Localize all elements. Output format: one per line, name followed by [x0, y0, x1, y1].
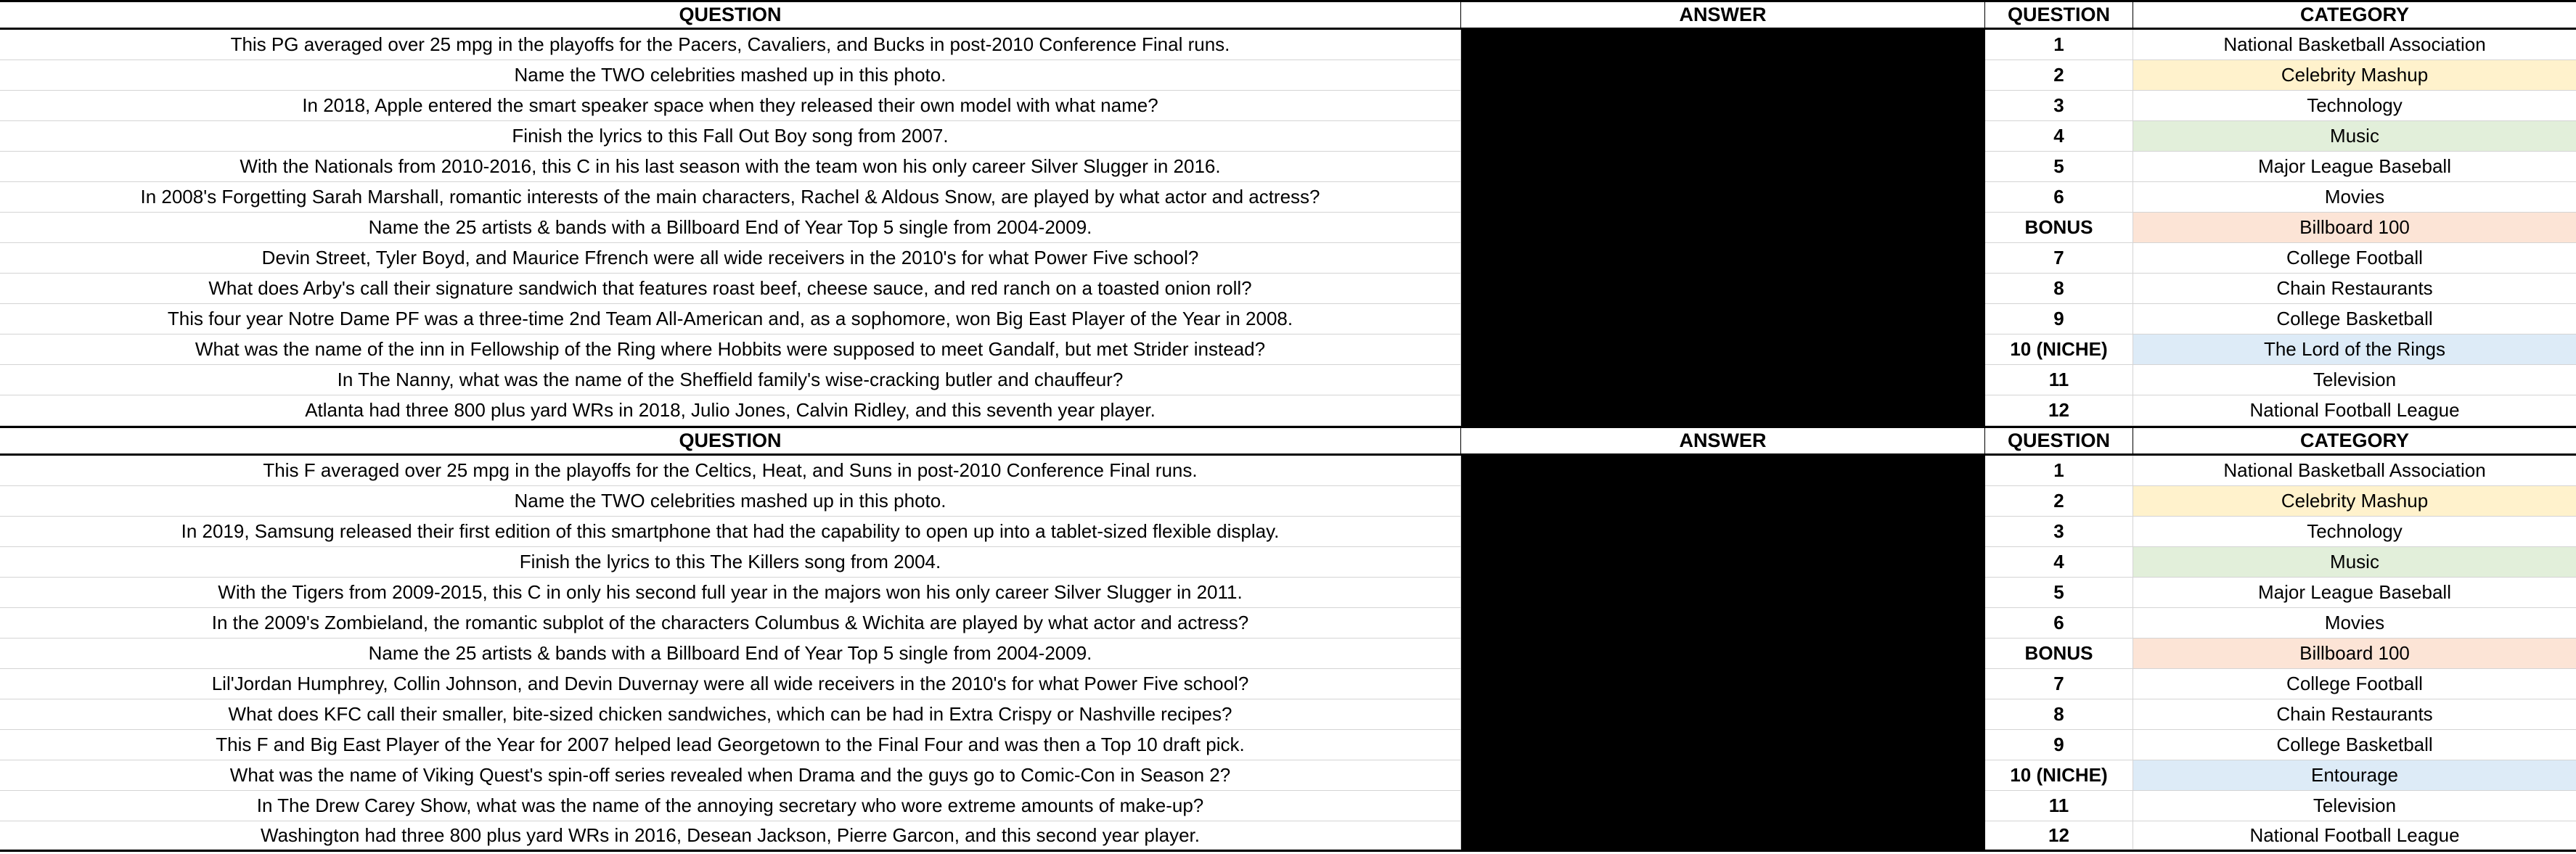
- table-row: [0, 274, 2576, 304]
- question-cell[interactable]: In the 2009's Zombieland, the romantic subplot of the characters Columbus & Wichita are played by what actor and actress?: [0, 608, 1461, 639]
- question-number-cell[interactable]: 12: [1985, 395, 2133, 426]
- category-cell[interactable]: Billboard 100: [2133, 213, 2576, 243]
- question-cell[interactable]: Name the 25 artists & bands with a Billboard End of Year Top 5 single from 2004-2009.: [0, 639, 1461, 669]
- question-cell[interactable]: This four year Notre Dame PF was a three-time 2nd Team All-American and, as a sophomore, won Big East Player of the Year in 2008.: [0, 304, 1461, 334]
- answer-cell-redacted[interactable]: [1461, 639, 1985, 669]
- question-number-cell[interactable]: BONUS: [1985, 639, 2133, 669]
- question-number-cell[interactable]: 5: [1985, 152, 2133, 182]
- question-cell[interactable]: This F averaged over 25 mpg in the playoffs for the Celtics, Heat, and Suns in post-2010 Conference Final runs.: [0, 456, 1461, 486]
- question-cell[interactable]: In The Nanny, what was the name of the Sheffield family's wise-cracking butler and chauffeur?: [0, 365, 1461, 395]
- question-number-cell[interactable]: 2: [1985, 486, 2133, 517]
- category-cell[interactable]: Television: [2133, 791, 2576, 821]
- question-number-cell[interactable]: 7: [1985, 669, 2133, 699]
- category-cell[interactable]: Chain Restaurants: [2133, 274, 2576, 304]
- category-cell[interactable]: Technology: [2133, 91, 2576, 121]
- category-cell[interactable]: National Basketball Association: [2133, 30, 2576, 60]
- question-number-cell[interactable]: 1: [1985, 456, 2133, 486]
- category-cell[interactable]: Music: [2133, 121, 2576, 152]
- question-number-cell[interactable]: 4: [1985, 547, 2133, 578]
- table-row: [0, 486, 2576, 517]
- table-row: [0, 639, 2576, 669]
- table-row: [0, 213, 2576, 243]
- question-number-cell[interactable]: BONUS: [1985, 213, 2133, 243]
- table-row: [0, 608, 2576, 639]
- category-cell[interactable]: Television: [2133, 365, 2576, 395]
- table-row: [0, 821, 2576, 852]
- question-number-cell[interactable]: 10 (NICHE): [1985, 334, 2133, 365]
- answer-cell-redacted[interactable]: [1461, 243, 1985, 274]
- question-cell[interactable]: What does KFC call their smaller, bite-sized chicken sandwiches, which can be had in Extra Crispy or Nashville recipes?: [0, 699, 1461, 730]
- answer-cell-redacted[interactable]: [1461, 274, 1985, 304]
- table-row: [0, 395, 2576, 426]
- category-cell[interactable]: Movies: [2133, 182, 2576, 213]
- table-row: [0, 365, 2576, 395]
- question-cell[interactable]: In 2019, Samsung released their first edition of this smartphone that had the capability to open up into a tablet-sized flexible display.: [0, 517, 1461, 547]
- table-row: [0, 182, 2576, 213]
- question-cell[interactable]: This PG averaged over 25 mpg in the playoffs for the Pacers, Cavaliers, and Bucks in post-2010 Conference Final runs.: [0, 30, 1461, 60]
- question-number-cell[interactable]: 9: [1985, 304, 2133, 334]
- category-cell[interactable]: The Lord of the Rings: [2133, 334, 2576, 365]
- question-number-cell[interactable]: 6: [1985, 182, 2133, 213]
- question-number-cell[interactable]: 7: [1985, 243, 2133, 274]
- answer-cell-redacted[interactable]: [1461, 365, 1985, 395]
- header-category[interactable]: CATEGORY: [2299, 4, 2409, 25]
- question-number-cell[interactable]: 9: [1985, 730, 2133, 760]
- answer-cell-redacted[interactable]: [1461, 182, 1985, 213]
- question-number-cell[interactable]: 4: [1985, 121, 2133, 152]
- category-cell[interactable]: Movies: [2133, 608, 2576, 639]
- answer-cell-redacted[interactable]: [1461, 60, 1985, 91]
- question-cell[interactable]: Lil'Jordan Humphrey, Collin Johnson, and Devin Duvernay were all wide receivers in the 2010's for what Power Five school?: [0, 669, 1461, 699]
- answer-cell-redacted[interactable]: [1461, 578, 1985, 608]
- category-cell[interactable]: Major League Baseball: [2133, 152, 2576, 182]
- question-cell[interactable]: In 2018, Apple entered the smart speaker space when they released their own model with what name?: [0, 91, 1461, 121]
- category-cell[interactable]: National Football League: [2133, 395, 2576, 426]
- answer-cell-redacted[interactable]: [1461, 821, 1985, 850]
- table-row: [0, 699, 2576, 730]
- category-cell[interactable]: Major League Baseball: [2133, 578, 2576, 608]
- answer-cell-redacted[interactable]: [1461, 304, 1985, 334]
- table-row: [0, 578, 2576, 608]
- answer-cell-redacted[interactable]: [1461, 213, 1985, 243]
- question-cell[interactable]: Name the TWO celebrities mashed up in this photo.: [0, 486, 1461, 517]
- question-number-cell[interactable]: 11: [1985, 365, 2133, 395]
- category-cell[interactable]: Technology: [2133, 517, 2576, 547]
- question-cell[interactable]: Devin Street, Tyler Boyd, and Maurice Ffrench were all wide receivers in the 2010's for what Power Five school?: [0, 243, 1461, 274]
- answer-cell-redacted[interactable]: [1461, 334, 1985, 365]
- table-row: [0, 730, 2576, 760]
- question-number-cell[interactable]: 6: [1985, 608, 2133, 639]
- table-row: [0, 30, 2576, 60]
- category-cell[interactable]: Entourage: [2133, 760, 2576, 791]
- question-number-cell[interactable]: 3: [1985, 517, 2133, 547]
- answer-cell-redacted[interactable]: [1461, 456, 1985, 486]
- answer-cell-redacted[interactable]: [1461, 517, 1985, 547]
- header-answer[interactable]: ANSWER: [1461, 428, 1985, 453]
- answer-cell-redacted[interactable]: [1461, 91, 1985, 121]
- category-cell[interactable]: Chain Restaurants: [2133, 699, 2576, 730]
- header-question[interactable]: QUESTION: [0, 428, 1461, 453]
- answer-cell-redacted[interactable]: [1461, 760, 1985, 791]
- question-cell[interactable]: Name the TWO celebrities mashed up in this photo.: [0, 60, 1461, 91]
- question-number-cell[interactable]: 12: [1985, 821, 2133, 850]
- question-number-cell[interactable]: 1: [1985, 30, 2133, 60]
- table-row: [0, 456, 2576, 486]
- header-row: [0, 426, 2576, 456]
- answer-cell-redacted[interactable]: [1461, 669, 1985, 699]
- answer-cell-redacted[interactable]: [1461, 30, 1985, 60]
- table-row: [0, 791, 2576, 821]
- answer-cell-redacted[interactable]: [1461, 730, 1985, 760]
- category-cell[interactable]: Billboard 100: [2133, 639, 2576, 669]
- answer-cell-redacted[interactable]: [1461, 152, 1985, 182]
- table-row: [0, 304, 2576, 334]
- answer-cell-redacted[interactable]: [1461, 486, 1985, 517]
- question-cell[interactable]: What was the name of Viking Quest's spin-off series revealed when Drama and the guys go to Comic-Con in Season 2?: [0, 760, 1461, 791]
- question-cell[interactable]: Washington had three 800 plus yard WRs in 2016, Desean Jackson, Pierre Garcon, and this second year player.: [0, 821, 1461, 850]
- question-number-cell[interactable]: 2: [1985, 60, 2133, 91]
- header-answer[interactable]: ANSWER: [1461, 2, 1985, 28]
- category-cell[interactable]: Music: [2133, 547, 2576, 578]
- header-question-number[interactable]: QUESTION: [1985, 428, 2133, 453]
- answer-cell-redacted[interactable]: [1461, 608, 1985, 639]
- question-cell[interactable]: In 2008's Forgetting Sarah Marshall, romantic interests of the main characters, Rachel & Aldous Snow, are played by what actor and actress?: [0, 182, 1461, 213]
- table-row: [0, 243, 2576, 274]
- question-cell[interactable]: Atlanta had three 800 plus yard WRs in 2018, Julio Jones, Calvin Ridley, and this seventh year player.: [0, 395, 1461, 426]
- category-cell[interactable]: Celebrity Mashup: [2133, 486, 2576, 517]
- question-cell[interactable]: Name the 25 artists & bands with a Billboard End of Year Top 5 single from 2004-2009.: [0, 213, 1461, 243]
- question-cell[interactable]: What was the name of the inn in Fellowship of the Ring where Hobbits were supposed to meet Gandalf, but met Strider instead?: [0, 334, 1461, 365]
- question-cell[interactable]: This F and Big East Player of the Year for 2007 helped lead Georgetown to the Final Four and was then a Top 10 draft pick.: [0, 730, 1461, 760]
- answer-cell-redacted[interactable]: [1461, 395, 1985, 426]
- question-number-cell[interactable]: 5: [1985, 578, 2133, 608]
- question-cell[interactable]: With the Tigers from 2009-2015, this C in only his second full year in the majors won his only career Silver Slugger in 2011.: [0, 578, 1461, 608]
- category-cell[interactable]: College Basketball: [2133, 304, 2576, 334]
- question-number-cell[interactable]: 8: [1985, 699, 2133, 730]
- table-row: [0, 760, 2576, 791]
- category-cell[interactable]: National Basketball Association: [2133, 456, 2576, 486]
- table-row: [0, 60, 2576, 91]
- header-question[interactable]: QUESTION: [0, 2, 1461, 28]
- question-cell[interactable]: In The Drew Carey Show, what was the name of the annoying secretary who wore extreme amounts of make-up?: [0, 791, 1461, 821]
- category-cell[interactable]: National Football League: [2133, 821, 2576, 850]
- question-number-cell[interactable]: 11: [1985, 791, 2133, 821]
- answer-cell-redacted[interactable]: [1461, 547, 1985, 578]
- answer-cell-redacted[interactable]: [1461, 791, 1985, 821]
- category-cell[interactable]: Celebrity Mashup: [2133, 60, 2576, 91]
- header-question-number[interactable]: QUESTION: [1985, 2, 2133, 28]
- question-cell[interactable]: What does Arby's call their signature sandwich that features roast beef, cheese sauce, and red ranch on a toasted onion roll?: [0, 274, 1461, 304]
- answer-cell-redacted[interactable]: [1461, 699, 1985, 730]
- question-cell[interactable]: Finish the lyrics to this The Killers song from 2004.: [0, 547, 1461, 578]
- table-row: [0, 547, 2576, 578]
- category-cell[interactable]: College Basketball: [2133, 730, 2576, 760]
- category-cell[interactable]: College Football: [2133, 243, 2576, 274]
- header-row: [0, 0, 2576, 30]
- question-number-cell[interactable]: 10 (NICHE): [1985, 760, 2133, 791]
- header-category[interactable]: CATEGORY: [2299, 430, 2409, 451]
- table-row: [0, 152, 2576, 182]
- question-cell[interactable]: Finish the lyrics to this Fall Out Boy song from 2007.: [0, 121, 1461, 152]
- question-number-cell[interactable]: 8: [1985, 274, 2133, 304]
- table-row: [0, 91, 2576, 121]
- table-row: [0, 121, 2576, 152]
- answer-cell-redacted[interactable]: [1461, 121, 1985, 152]
- question-cell[interactable]: With the Nationals from 2010-2016, this C in his last season with the team won his only career Silver Slugger in 2016.: [0, 152, 1461, 182]
- table-row: [0, 334, 2576, 365]
- table-row: [0, 517, 2576, 547]
- table-row: [0, 669, 2576, 699]
- category-cell[interactable]: College Football: [2133, 669, 2576, 699]
- question-number-cell[interactable]: 3: [1985, 91, 2133, 121]
